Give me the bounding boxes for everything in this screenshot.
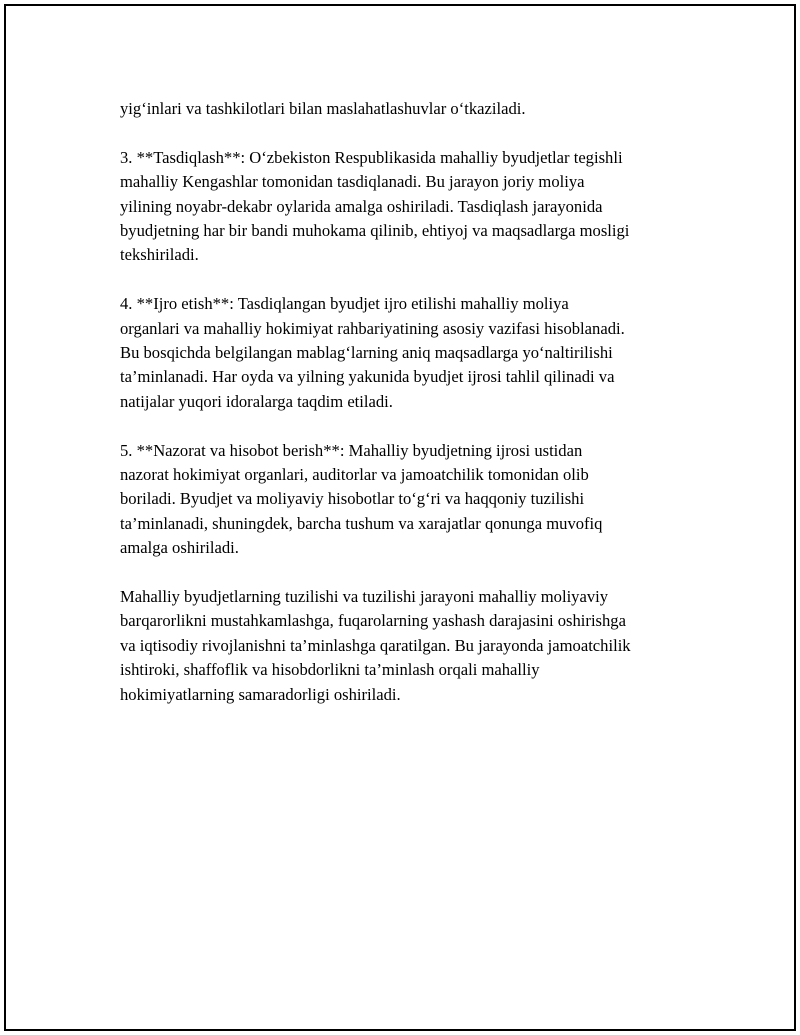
page-frame <box>4 4 796 1031</box>
paragraph-approval <box>120 146 700 268</box>
text-line: va iqtisodiy rivojlanishni ta’minlashga qaratilgan. Bu jarayonda jamoatchilik <box>120 635 631 655</box>
text-line: tekshiriladi. <box>120 245 199 265</box>
text-line: hokimiyatlarning samaradorligi oshiriladi. <box>120 684 401 704</box>
text-line: 3. **Tasdiqlash**: O‘zbekiston Respublikasida mahalliy byudjetlar tegishli <box>120 147 623 167</box>
text-line: ta’minlanadi. Har oyda va yilning yakunida byudjet ijrosi tahlil qilinadi va <box>120 367 615 387</box>
paragraph-conclusion <box>120 585 700 707</box>
text-line: yilining noyabr-dekabr oylarida amalga oshiriladi. Tasdiqlash jarayonida <box>120 196 603 216</box>
paragraph-execution <box>120 292 700 414</box>
text-line: organlari va mahalliy hokimiyat rahbariyatining asosiy vazifasi hisoblanadi. <box>120 318 625 338</box>
text-line: yig‘inlari va tashkilotlari bilan maslahatlashuvlar o‘tkaziladi. <box>120 99 526 118</box>
paragraph-control-reporting <box>120 439 700 561</box>
text-line: mahalliy Kengashlar tomonidan tasdiqlanadi. Bu jarayon joriy moliya <box>120 172 585 192</box>
text-line: ishtiroki, shaffoflik va hisobdorlikni ta’minlash orqali mahalliy <box>120 660 540 680</box>
text-line: Mahalliy byudjetlarning tuzilishi va tuzilishi jarayoni mahalliy moliyaviy <box>120 587 609 607</box>
text-line: boriladi. Byudjet va moliyaviy hisobotlar to‘g‘ri va haqqoniy tuzilishi <box>120 489 585 509</box>
text-line: 4. **Ijro etish**: Tasdiqlangan byudjet ijro etilishi mahalliy moliya <box>120 294 569 314</box>
text-line: 5. **Nazorat va hisobot berish**: Mahalliy byudjetning ijrosi ustidan <box>120 440 583 460</box>
text-line: natijalar yuqori idoralarga taqdim etiladi. <box>120 391 393 411</box>
text-line: amalga oshiriladi. <box>120 538 239 558</box>
text-line: ta’minlanadi, shuningdek, barcha tushum va xarajatlar qonunga muvofiq <box>120 513 603 533</box>
paragraph-consultations <box>120 97 700 121</box>
text-line: nazorat hokimiyat organlari, auditorlar va jamoatchilik tomonidan olib <box>120 465 589 485</box>
text-line: barqarorlikni mustahkamlashga, fuqarolarning yashash darajasini oshirishga <box>120 611 626 631</box>
text-line: byudjetning har bir bandi muhokama qilinib, ehtiyoj va maqsadlarga mosligi <box>120 221 630 241</box>
text-line: Bu bosqichda belgilangan mablag‘larning aniq maqsadlarga yo‘naltirilishi <box>120 343 613 363</box>
document-body <box>120 97 700 731</box>
